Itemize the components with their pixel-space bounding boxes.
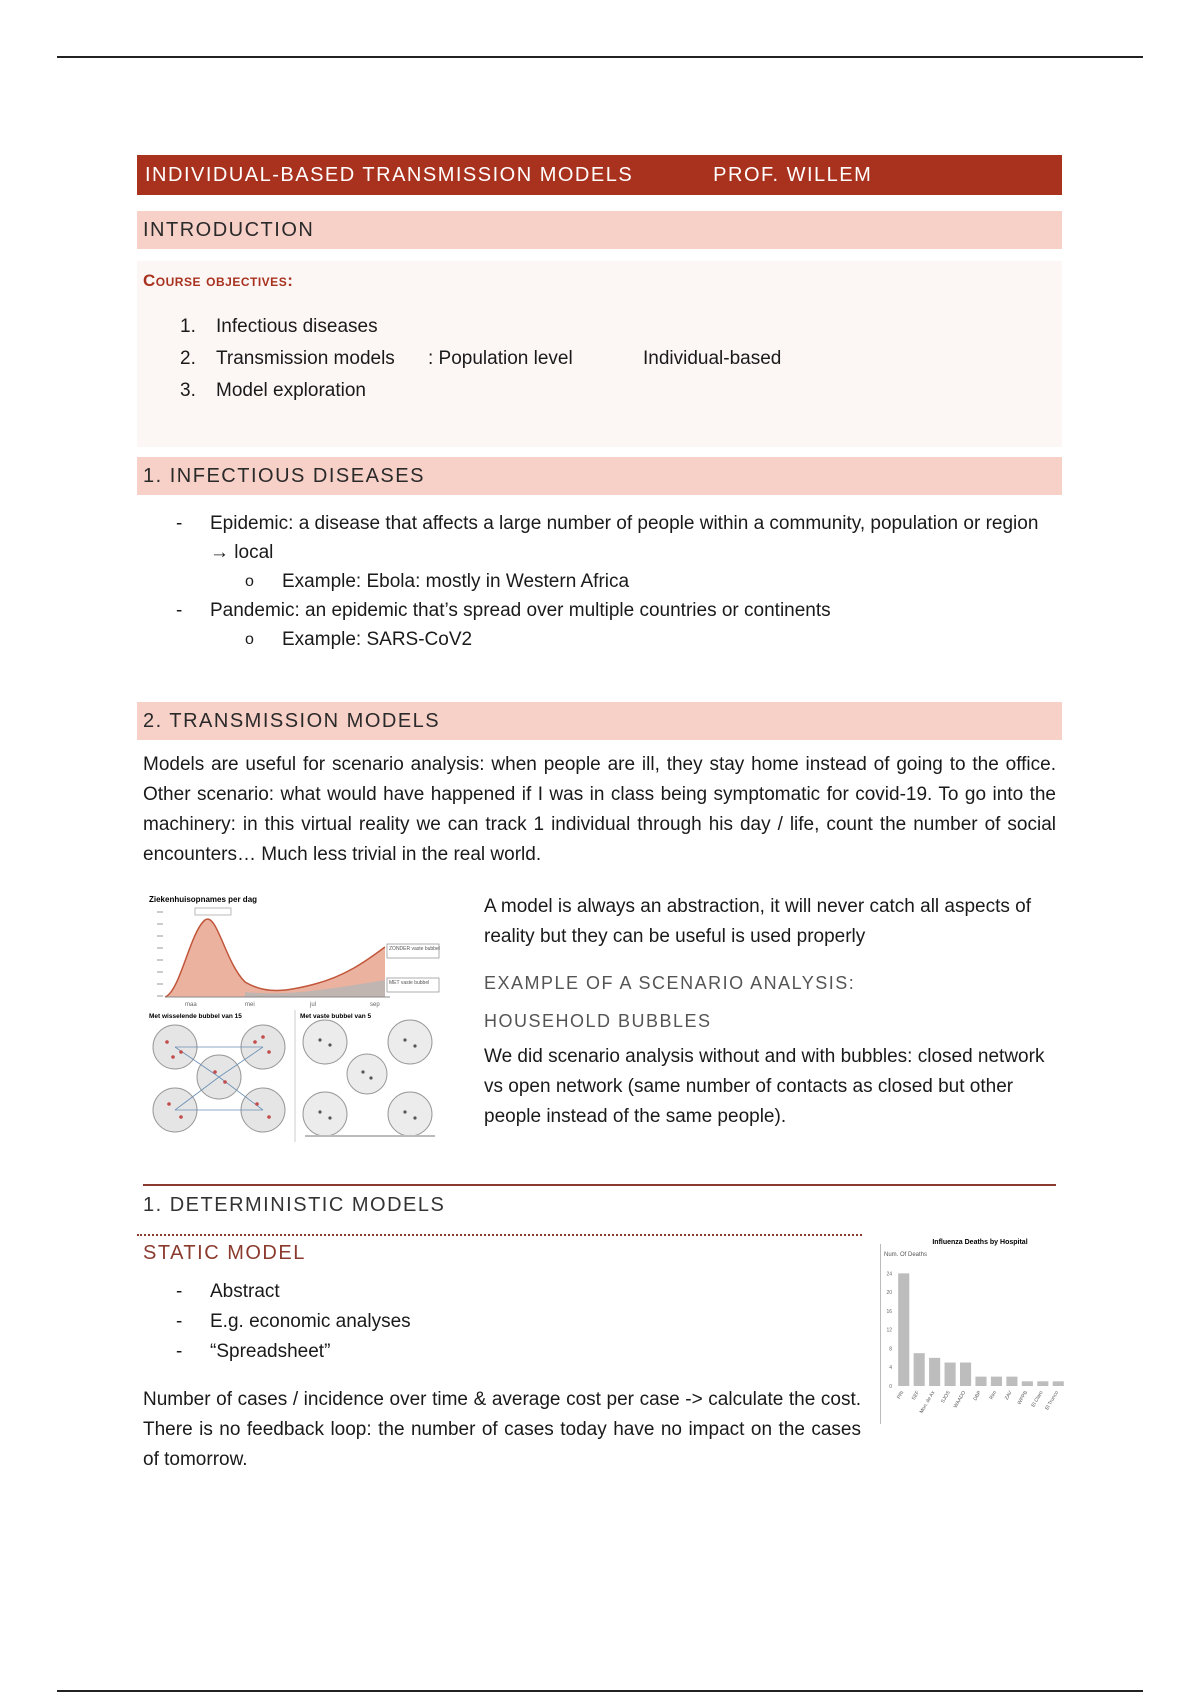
list-item [137, 1277, 862, 1307]
chart-ytick-label: 24 [886, 1271, 892, 1278]
list-item [137, 625, 1062, 654]
list-text: Example: Ebola: mostly in Western Africa [282, 571, 630, 592]
month-label: sep [370, 1002, 380, 1008]
list-item [137, 596, 1062, 625]
scenario-subheading: HOUSEHOLD BUBBLES [484, 1011, 712, 1031]
static-model-block [137, 1234, 1062, 1504]
deterministic-models-heading: 1. DETERMINISTIC MODELS [143, 1194, 446, 1216]
chart-bar [1053, 1381, 1064, 1386]
static-model-list [137, 1277, 862, 1367]
month-label: mei [245, 1002, 255, 1008]
list-number: 3. [180, 380, 196, 401]
static-model-text [137, 1234, 862, 1475]
chart-bar [898, 1273, 909, 1386]
scenario-text: We did scenario analysis without and with bubbles: closed network vs open network (same number of contacts as closed but other people instead of the same people). [484, 1046, 1045, 1127]
section-heading-infectious-diseases: 1. INFECTIOUS DISEASES [137, 457, 1062, 495]
household-bubbles-figure [145, 892, 445, 1157]
objectives-list [143, 311, 1056, 407]
y-axis-ticks [157, 912, 163, 996]
chart-xlabels [896, 1389, 1060, 1414]
list-item [137, 567, 1062, 596]
figure-title: Ziekenhuisopnames per dag [149, 895, 258, 904]
chart-bar [945, 1363, 956, 1386]
chart-bar [975, 1377, 986, 1386]
bubble-left-title: Met wisselende bubbel van 15 [149, 1013, 242, 1020]
chart-xtick-label: Mon. de Ax [918, 1390, 937, 1415]
label-with-bubble: MET vaste bubbel [389, 980, 430, 986]
chart-bar [1006, 1377, 1017, 1386]
scenario-heading: EXAMPLE OF A SCENARIO ANALYSIS: [484, 973, 856, 993]
chart-ytick-label: 0 [889, 1384, 892, 1390]
chart-ytick-label: 12 [886, 1327, 892, 1334]
scenario-text-block [484, 892, 1062, 1132]
list-item [137, 1337, 862, 1367]
chart-ytick-label: 20 [886, 1290, 892, 1297]
document-title: INDIVIDUAL-BASED TRANSMISSION MODELS [145, 163, 634, 186]
section-heading-introduction: INTRODUCTION [137, 211, 1062, 249]
chart-xtick-label: El Trunco [1044, 1390, 1061, 1412]
infectious-diseases-list [137, 509, 1062, 654]
bullet: o [245, 631, 254, 648]
list-text: “Spreadsheet” [210, 1341, 331, 1362]
chart-title: Influenza Deaths by Hospital [932, 1239, 1028, 1246]
static-model-heading: STATIC MODEL [143, 1242, 306, 1264]
peak-label-box [195, 908, 231, 915]
list-text: Pandemic: an epidemic that’s spread over multiple countries or continents [210, 600, 831, 621]
chart-xtick-label: PRI [896, 1390, 906, 1401]
list-text-individual: Individual-based [643, 348, 782, 369]
list-item [137, 1307, 862, 1337]
introduction-body [137, 261, 1062, 447]
month-label: maa [185, 1002, 197, 1008]
bullet: - [176, 513, 183, 534]
list-text: E.g. economic analyses [210, 1311, 411, 1332]
abstraction-text: A model is always an abstraction, it will never catch all aspects of reality but they can be useful is used properly [484, 896, 1032, 947]
course-objectives-label: Course objectives: [143, 271, 294, 290]
document-page [137, 155, 1062, 1504]
document-title-bar [137, 155, 1062, 195]
chart-xtick-label: WPPB [1016, 1390, 1030, 1406]
chart-bar [960, 1363, 971, 1386]
bullet: o [245, 573, 254, 590]
chart-xtick-label: DBP [972, 1390, 983, 1402]
list-text: Transmission models [216, 348, 395, 369]
list-text: Example: SARS-CoV2 [282, 629, 473, 650]
list-text-population: : Population level [428, 348, 573, 369]
professor-name: PROF. WILLEM [713, 163, 873, 186]
chart-xtick-label: Rim [988, 1390, 999, 1401]
chart-ytick-label: 4 [889, 1365, 892, 1372]
label-without-bubble: ZONDER vaste bubbel [389, 946, 440, 952]
top-rule [57, 56, 1143, 58]
chart-bar [991, 1377, 1002, 1386]
chart-ylabel: Num. Of Deaths [884, 1252, 928, 1258]
open-network-bubbles [153, 1025, 285, 1132]
list-text: Epidemic: a disease that affects a large number of people within a community, population or region → local [210, 513, 1039, 563]
list-text: Model exploration [216, 380, 366, 401]
bullet: - [176, 1311, 183, 1332]
list-item [143, 343, 1056, 375]
static-model-paragraph: Number of cases / incidence over time & average cost per case -> calculate the cost. There is no feedback loop: the number of cases today have no impact on the cases of tomorrow. [143, 1389, 861, 1470]
list-item [143, 375, 1056, 407]
bottom-rule [57, 1690, 1143, 1692]
chart-ytick-label: 8 [889, 1346, 892, 1353]
chart-xtick-label: WAADO [952, 1390, 968, 1410]
closed-network-bubbles [303, 1020, 432, 1136]
list-text: Abstract [210, 1281, 280, 1302]
chart-bar [1037, 1381, 1048, 1386]
chart-bar [929, 1358, 940, 1386]
list-text: Infectious diseases [216, 316, 378, 337]
bullet: - [176, 1281, 183, 1302]
bullet: - [176, 1341, 183, 1362]
chart-bars [898, 1273, 1064, 1386]
list-number: 2. [180, 348, 196, 369]
influenza-deaths-chart [880, 1234, 1070, 1434]
chart-bar [914, 1353, 925, 1386]
chart-xtick-label: ZAV [1003, 1390, 1014, 1402]
month-label: jul [310, 1002, 317, 1008]
list-number: 1. [180, 316, 196, 337]
chart-bar [1022, 1381, 1033, 1386]
chart-xtick-label: SJOS [940, 1390, 952, 1405]
chart-xtick-label: El Claro [1030, 1390, 1045, 1409]
bubble-right-title: Met vaste bubbel van 5 [300, 1013, 372, 1020]
bullet: - [176, 600, 183, 621]
scenario-figure-row [137, 892, 1062, 1162]
list-item [137, 509, 1062, 567]
chart-xtick-label: SEF [910, 1390, 921, 1402]
chart-yticks [886, 1271, 892, 1390]
chart-ytick-label: 16 [886, 1308, 892, 1315]
section-heading-transmission-models: 2. TRANSMISSION MODELS [137, 702, 1062, 740]
list-item [143, 311, 1056, 343]
transmission-paragraph: Models are useful for scenario analysis: when people are ill, they stay home instead of going to the office. Other scenario: what would have happened if I was in class being symptomatic for covid-19. To go into the machinery: in this virtual reality we can track 1 individual through his day / life, count the number of social encounters… Much less trivial in the real world. [143, 754, 1056, 865]
